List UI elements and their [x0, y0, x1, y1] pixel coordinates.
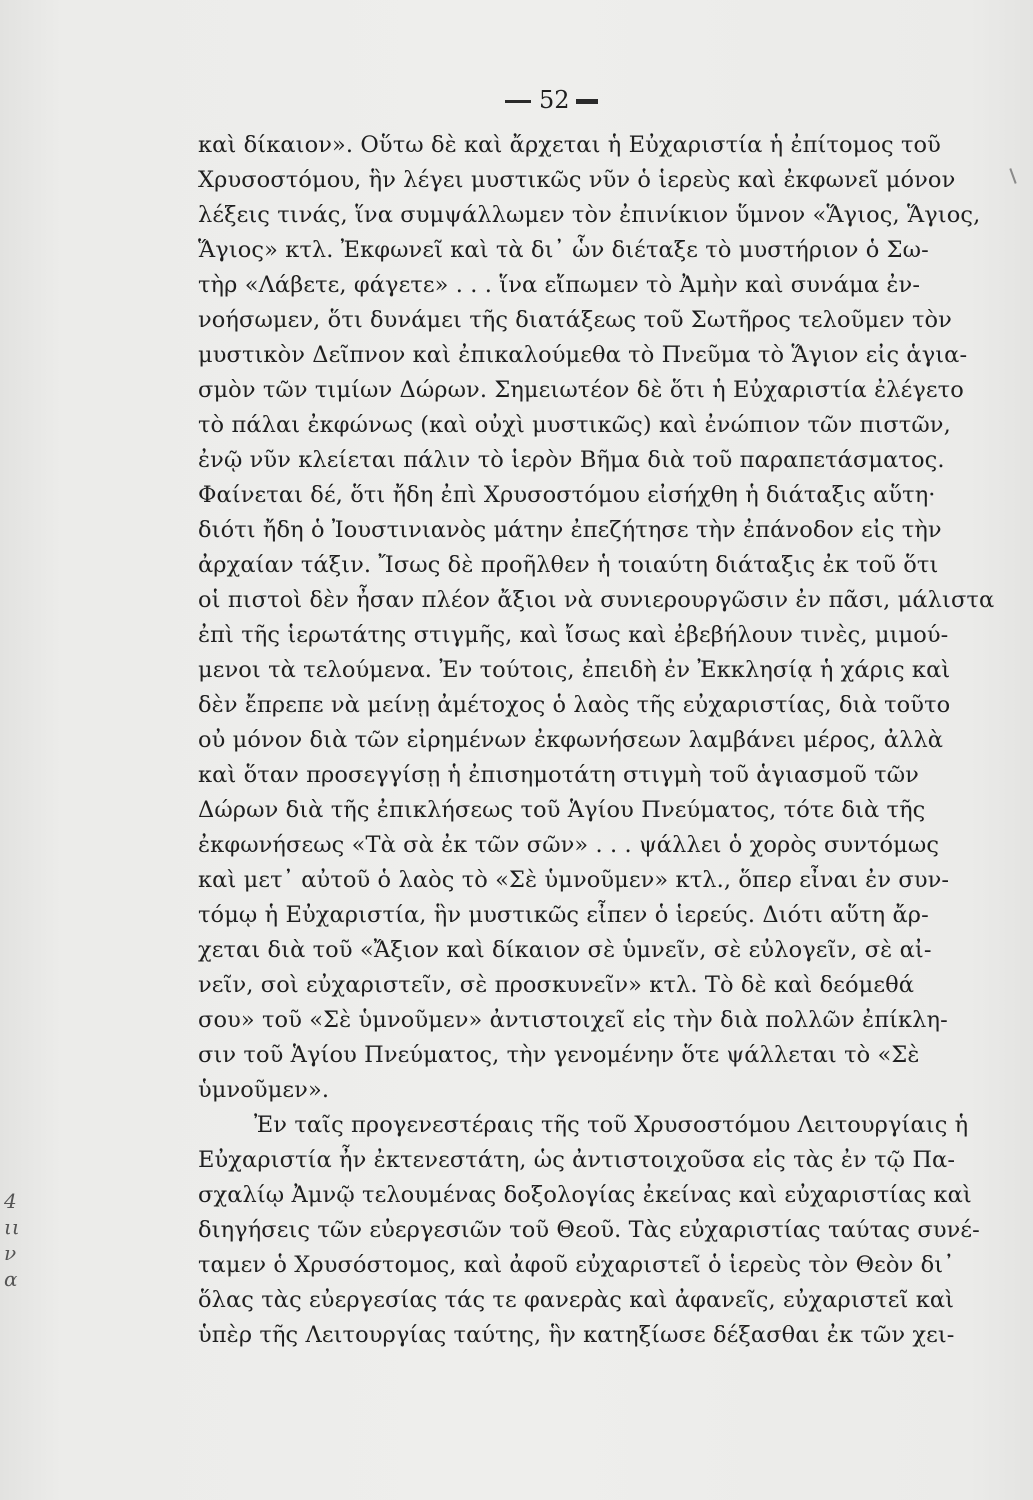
text-line: νεῖν, σοὶ εὐχαριστεῖν, σὲ προσκυνεῖν» κτλ. Τὸ δὲ καὶ δεόμεθά — [198, 972, 915, 998]
text-line: ὅλας τὰς εὐεργεσίας τάς τε φανερὰς καὶ ἀφανεῖς, εὐχαριστεῖ καὶ — [198, 1287, 955, 1313]
text-line: μενοι τὰ τελούμενα. Ἐν τούτοις, ἐπειδὴ ἐν Ἐκκλησίᾳ ἡ χάρις καὶ — [198, 657, 951, 683]
text-line: ὑπὲρ τῆς Λειτουργίας ταύτης, ἣν κατηξίωσε δέξασθαι ἐκ τῶν χει- — [198, 1322, 955, 1348]
text-line: διηγήσεις τῶν εὐεργεσιῶν τοῦ Θεοῦ. Τὰς εὐχαριστίας ταύτας συνέ- — [198, 1217, 980, 1243]
text-line: οὐ μόνον διὰ τῶν εἰρημένων ἐκφωνήσεων λαμβάνει μέρος, ἀλλὰ — [198, 727, 944, 753]
text-line: ὑμνοῦμεν». — [198, 1077, 330, 1103]
text-line: σιν τοῦ Ἁγίου Πνεύματος, τὴν γενομένην ὅτε ψάλλεται τὸ «Σὲ — [198, 1042, 920, 1068]
text-line: τόμῳ ἡ Εὐχαριστία, ἣν μυστικῶς εἶπεν ὁ ἱερεύς. Διότι αὕτη ἄρ- — [198, 902, 929, 928]
text-line: δὲν ἔπρεπε νὰ μείνῃ ἀμέτοχος ὁ λαὸς τῆς εὐχαριστίας, διὰ τοῦτο — [198, 692, 951, 718]
margin-note: ν — [4, 1241, 17, 1265]
text-line: καὶ δίκαιον». Οὕτω δὲ καὶ ἄρχεται ἡ Εὐχαριστία ἡ ἐπίτομος τοῦ — [198, 132, 941, 158]
text-line: οἱ πιστοὶ δὲν ἦσαν πλέον ἄξιοι νὰ συνιερουργῶσιν ἐν πᾶσι, μάλιστα — [198, 587, 995, 613]
margin-note: ιι — [4, 1215, 20, 1239]
text-line: λέξεις τινάς, ἵνα συμψάλλωμεν τὸν ἐπινίκιον ὕμνον «Ἅγιος, Ἅγιος, — [198, 202, 981, 228]
margin-note: α — [4, 1267, 18, 1291]
text-line: σου» τοῦ «Σὲ ὑμνοῦμεν» ἀντιστοιχεῖ εἰς τὴν διὰ πολλῶν ἐπίκλη- — [198, 1007, 948, 1033]
text-line: νοήσωμεν, ὅτι δυνάμει τῆς διατάξεως τοῦ Σωτῆρος τελοῦμεν τὸν — [198, 307, 952, 333]
margin-mark — [1009, 168, 1016, 184]
handwritten-margin-notes — [4, 1188, 30, 1292]
page-number-text: 52 — [539, 86, 570, 114]
text-line: Χρυσοστόμου, ἣν λέγει μυστικῶς νῦν ὁ ἱερεὺς καὶ ἐκφωνεῖ μόνον — [198, 167, 956, 193]
text-line: τὴρ «Λάβετε, φάγετε» . . . ἵνα εἴπωμεν τὸ Ἀμὴν καὶ συνάμα ἐν- — [198, 272, 921, 298]
text-line: καὶ ὅταν προσεγγίσῃ ἡ ἐπισημοτάτη στιγμὴ τοῦ ἁγιασμοῦ τῶν — [198, 762, 919, 788]
text-line: ἐνῷ νῦν κλείεται πάλιν τὸ ἱερὸν Βῆμα διὰ τοῦ παραπετάσματος. — [198, 447, 945, 473]
text-line: τὸ πάλαι ἐκφώνως (καὶ οὐχὶ μυστικῶς) καὶ ἐνώπιον τῶν πιστῶν, — [198, 412, 951, 438]
text-line: ταμεν ὁ Χρυσόστομος, καὶ ἀφοῦ εὐχαριστεῖ ὁ ἱερεὺς τὸν Θεὸν δι᾽ — [198, 1252, 955, 1278]
page-number-dash-left — [505, 100, 531, 103]
text-line: ἐκφωνήσεως «Τὰ σὰ ἐκ τῶν σῶν» . . . ψάλλει ὁ χορὸς συντόμως — [198, 832, 940, 858]
paragraph-start-line: Ἐν ταῖς προγενεστέραις τῆς τοῦ Χρυσοστόμου Λειτουργίαις ἡ — [254, 1112, 969, 1138]
text-line: Φαίνεται δέ, ὅτι ἤδη ἐπὶ Χρυσοστόμου εἰσήχθη ἡ διάταξις αὕτη· — [198, 482, 936, 508]
text-line: καὶ μετ᾽ αὐτοῦ ὁ λαὸς τὸ «Σὲ ὑμνοῦμεν» κτλ., ὅπερ εἶναι ἐν συν- — [198, 867, 950, 893]
page-number — [505, 84, 615, 116]
margin-note: 4 — [4, 1189, 17, 1213]
body-text — [198, 128, 995, 1353]
text-line: ἐπὶ τῆς ἱερωτάτης στιγμῆς, καὶ ἴσως καὶ ἐβεβήλουν τινὲς, μιμού- — [198, 622, 949, 648]
text-line: Ἅγιος» κτλ. Ἐκφωνεῖ καὶ τὰ δι᾽ ὧν διέταξε τὸ μυστήριον ὁ Σω- — [198, 237, 929, 263]
text-line: σχαλίῳ Ἀμνῷ τελουμένας δοξολογίας ἐκείνας καὶ εὐχαριστίας καὶ — [198, 1182, 972, 1208]
text-line: σμὸν τῶν τιμίων Δώρων. Σημειωτέον δὲ ὅτι ἡ Εὐχαριστία ἐλέγετο — [198, 377, 964, 403]
page-number-dash-right — [576, 99, 598, 104]
text-line: Εὐχαριστία ἦν ἐκτενεστάτη, ὡς ἀντιστοιχοῦσα εἰς τὰς ἐν τῷ Πα- — [198, 1147, 956, 1173]
text-line: ἀρχαίαν τάξιν. Ἴσως δὲ προῆλθεν ἡ τοιαύτη διάταξις ἐκ τοῦ ὅτι — [198, 552, 939, 578]
text-line: χεται διὰ τοῦ «Ἄξιον καὶ δίκαιον σὲ ὑμνεῖν, σὲ εὐλογεῖν, σὲ αἰ- — [198, 937, 932, 963]
text-line: μυστικὸν Δεῖπνον καὶ ἐπικαλούμεθα τὸ Πνεῦμα τὸ Ἅγιον εἰς ἁγια- — [198, 342, 968, 368]
text-line: Δώρων διὰ τῆς ἐπικλήσεως τοῦ Ἁγίου Πνεύματος, τότε διὰ τῆς — [198, 797, 926, 823]
text-line: διότι ἤδη ὁ Ἰουστινιανὸς μάτην ἐπεζήτησε τὴν ἐπάνοδον εἰς τὴν — [198, 517, 942, 543]
